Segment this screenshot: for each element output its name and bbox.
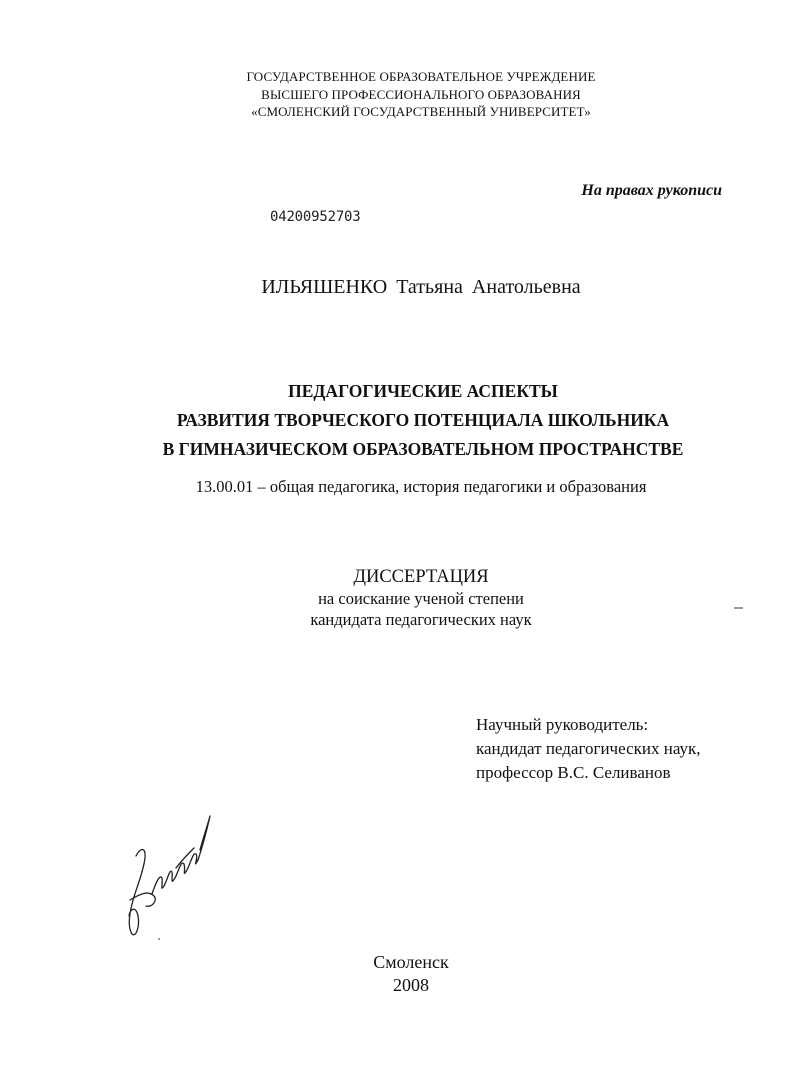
supervisor-block bbox=[476, 713, 701, 785]
specialty-code: 13.00.01 – общая педагогика, история педагогики и образования bbox=[195, 477, 647, 496]
institution-header bbox=[0, 68, 792, 121]
institution-line-3: «СМОЛЕНСКИЙ ГОСУДАРСТВЕННЫЙ УНИВЕРСИТЕТ» bbox=[251, 104, 591, 119]
title-line-1: ПЕДАГОГИЧЕСКИЕ АСПЕКТЫ bbox=[288, 381, 558, 401]
author-name: ИЛЬЯШЕНКО Татьяна Анатольевна bbox=[261, 276, 581, 298]
title-line-2: РАЗВИТИЯ ТВОРЧЕСКОГО ПОТЕНЦИАЛА ШКОЛЬНИКА bbox=[176, 410, 670, 430]
signature-stroke-tail bbox=[198, 816, 210, 860]
signature-stroke-initial bbox=[129, 850, 145, 935]
supervisor-name: профессор В.С. Селиванов bbox=[476, 763, 671, 782]
supervisor-degree: кандидат педагогических наук, bbox=[476, 739, 701, 758]
city: Смоленск bbox=[373, 952, 449, 972]
scan-speck bbox=[734, 607, 743, 609]
degree-line-2: кандидата педагогических наук bbox=[310, 610, 532, 629]
catalog-number: 04200952703 bbox=[270, 209, 361, 225]
degree-line-1: на соискание ученой степени bbox=[318, 589, 524, 608]
title-line-3: В ГИМНАЗИЧЕСКОМ ОБРАЗОВАТЕЛЬНОМ ПРОСТРАНСТВЕ bbox=[162, 439, 684, 459]
institution-line-1: ГОСУДАРСТВЕННОЕ ОБРАЗОВАТЕЛЬНОЕ УЧРЕЖДЕНИЕ bbox=[246, 69, 596, 84]
dissertation-title bbox=[0, 377, 792, 464]
supervisor-label: Научный руководитель: bbox=[476, 715, 649, 734]
dissertation-block bbox=[0, 566, 792, 630]
place-and-year bbox=[0, 951, 792, 997]
dissertation-heading: ДИССЕРТАЦИЯ bbox=[353, 567, 489, 587]
institution-line-2: ВЫСШЕГО ПРОФЕССИОНАЛЬНОГО ОБРАЗОВАНИЯ bbox=[261, 86, 581, 102]
manuscript-rights-note: На правах рукописи bbox=[581, 182, 722, 199]
signature-stroke-letters bbox=[152, 854, 198, 894]
handwritten-signature bbox=[118, 808, 218, 948]
signature-dot bbox=[158, 938, 160, 940]
year: 2008 bbox=[393, 975, 429, 995]
